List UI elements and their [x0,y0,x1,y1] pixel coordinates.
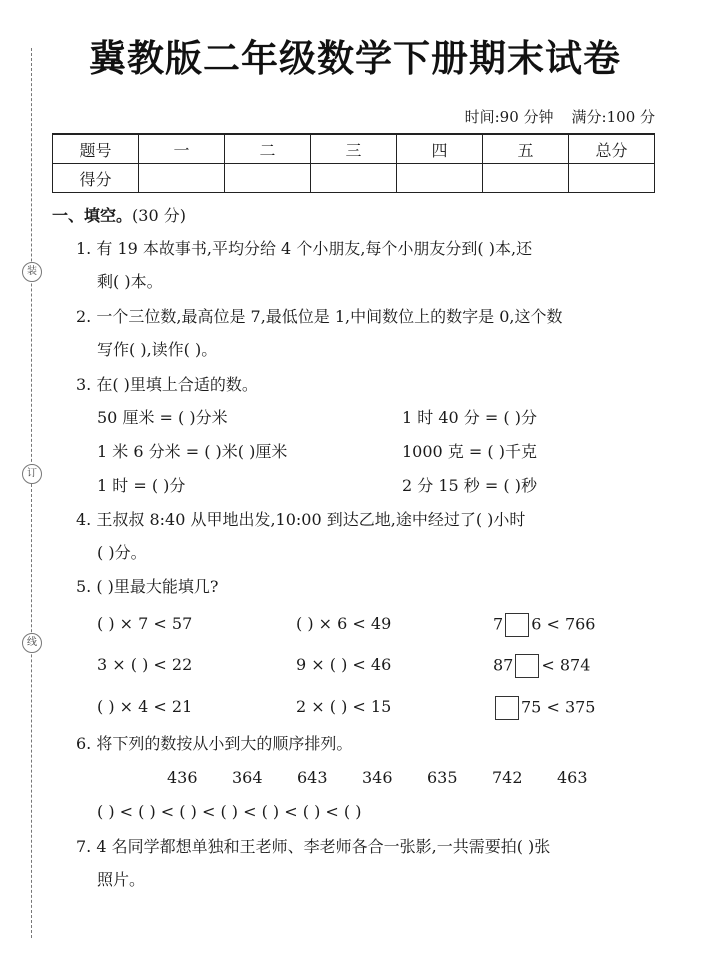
score-header-cell: 五 [483,134,569,164]
question-5-item: ( ) × 7 < 57 [97,614,193,633]
answer-box[interactable] [505,613,529,637]
score-row-label: 得分 [53,164,139,193]
question-6-number: 643 [297,768,328,787]
score-table [52,133,655,193]
score-cell[interactable] [311,164,397,193]
score-cell[interactable] [483,164,569,193]
section-1-heading [52,205,186,227]
question-6-number: 346 [362,768,393,787]
score-cell[interactable] [139,164,225,193]
question-5-item: 2 × ( ) < 15 [296,697,392,716]
box-item-before: 87 [493,655,514,675]
question-6-number: 635 [427,768,458,787]
question-5-item: 3 × ( ) < 22 [97,655,193,674]
score-header-cell: 总分 [569,134,655,164]
question-3-item: 1 米 6 分米 = ( )米( )厘米 [97,442,288,461]
question-2-line-1: 2. 一个三位数,最高位是 7,最低位是 1,中间数位上的数字是 0,这个数 [76,307,563,326]
score-cell[interactable] [397,164,483,193]
question-7-line-1: 7. 4 名同学都想单独和王老师、李老师各合一张影,一共需要拍( )张 [76,837,551,856]
score-cell[interactable] [225,164,311,193]
question-6-answer-line: ( ) < ( ) < ( ) < ( ) < ( ) < ( ) < ( ) [97,802,362,821]
binding-line [31,48,32,938]
question-5-box-item [493,654,590,678]
question-6-number: 436 [167,768,198,787]
score-table-header-row [53,134,655,164]
question-5-box-item [493,696,595,720]
question-3-item: 2 分 15 秒 = ( )秒 [402,476,537,495]
question-6-number: 364 [232,768,263,787]
question-7-line-2: 照片。 [97,870,146,889]
score-header-cell: 三 [311,134,397,164]
exam-meta [465,106,655,127]
question-6-number: 742 [492,768,523,787]
question-3-item: 50 厘米 = ( )分米 [97,408,228,427]
exam-time: 时间:90 分钟 [464,108,554,126]
question-3-item: 1 时 = ( )分 [97,476,186,495]
score-header-cell: 二 [225,134,311,164]
score-header-cell: 四 [397,134,483,164]
score-cell[interactable] [569,164,655,193]
binding-mark-2: 订 [22,464,42,484]
box-item-after: 6 < 766 [531,614,596,634]
section-1-title: 一、填空。 [52,206,133,225]
question-5-box-item [493,613,595,637]
question-1-line-2: 剩( )本。 [97,272,163,291]
question-1-line-1: 1. 有 19 本故事书,平均分给 4 个小朋友,每个小朋友分到( )本,还 [76,239,533,258]
question-2-line-2: 写作( ),读作( )。 [97,340,218,359]
page-title: 冀教版二年级数学下册期末试卷 [89,37,621,80]
binding-mark-3: 线 [22,633,42,653]
section-1-score: (30 分) [132,206,186,225]
answer-box[interactable] [495,696,519,720]
answer-box[interactable] [515,654,539,678]
question-3-item: 1000 克 = ( )千克 [402,442,537,461]
score-header-cell: 题号 [53,134,139,164]
question-4-line-2: ( )分。 [97,543,147,562]
question-5-item: ( ) × 4 < 21 [97,697,193,716]
question-3-item: 1 时 40 分 = ( )分 [402,408,537,427]
score-header-cell: 一 [139,134,225,164]
question-5-item: ( ) × 6 < 49 [296,614,392,633]
question-6-stem: 6. 将下列的数按从小到大的顺序排列。 [76,734,353,753]
box-item-before: 7 [493,614,504,634]
exam-full-score: 满分:100 分 [571,108,655,126]
question-5-item: 9 × ( ) < 46 [296,655,392,674]
question-4-line-1: 4. 王叔叔 8:40 从甲地出发,10:00 到达乙地,途中经过了( )小时 [76,510,526,529]
question-5-stem: 5. ( )里最大能填几? [76,577,219,596]
binding-mark-1: 装 [22,262,42,282]
question-3-stem: 3. 在( )里填上合适的数。 [76,375,258,394]
question-6-number: 463 [557,768,588,787]
box-item-after: < 874 [541,655,591,675]
score-table-score-row [53,164,655,193]
box-item-after: 75 < 375 [521,697,596,717]
